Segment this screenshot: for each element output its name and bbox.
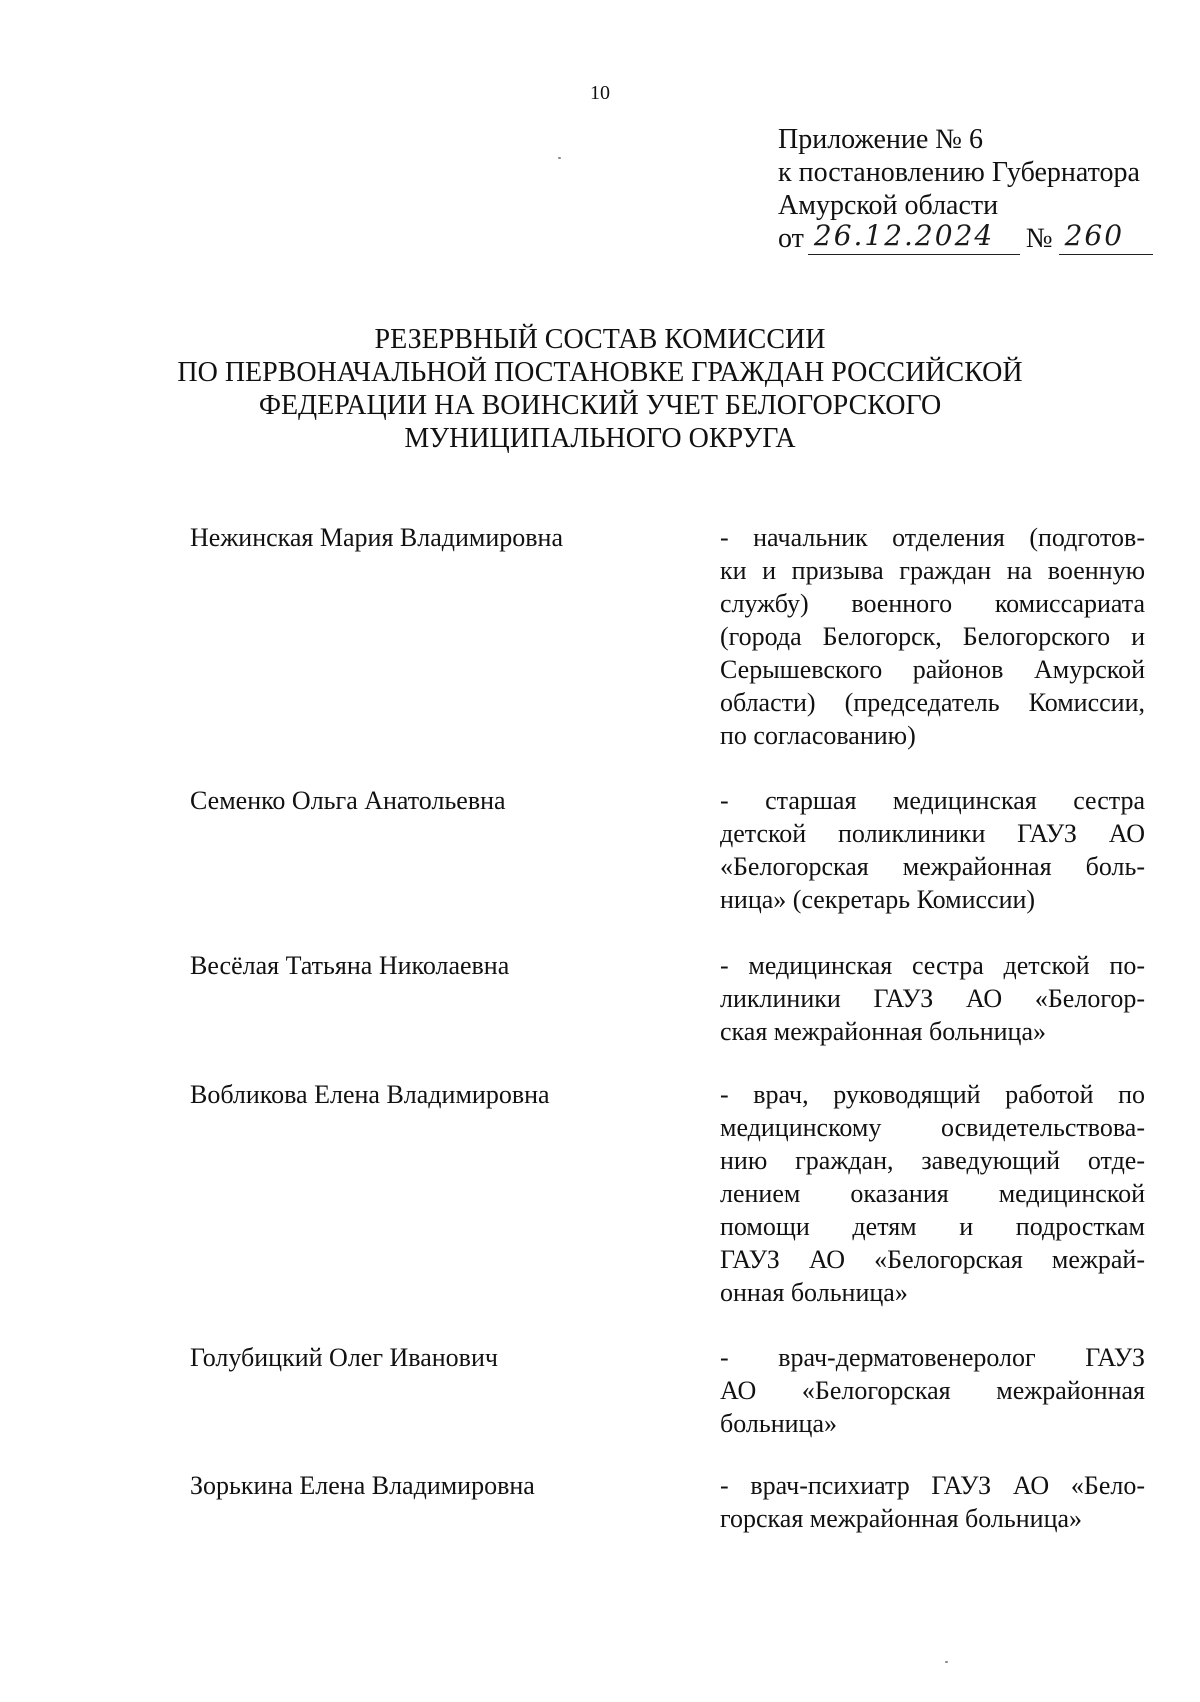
role-line: ликлиники ГАУЗ АО «Белогор-: [720, 984, 1145, 1013]
role-line: ница» (секретарь Комиссии): [720, 885, 1036, 914]
number-sign: №: [1025, 223, 1053, 254]
member-name: Весёлая Татьяна Николаевна: [190, 951, 510, 980]
role-line: области) (председатель Комиссии,: [720, 688, 1145, 717]
appendix-block: [778, 123, 1178, 255]
role-line: - врач, руководящий работой по: [720, 1080, 1145, 1109]
role-line: (города Белогорск, Белогорского и: [720, 622, 1145, 651]
member-role: [720, 1469, 1145, 1535]
role-line: нию граждан, заведующий отде-: [720, 1146, 1145, 1175]
role-line: службу) военного комиссариата: [720, 589, 1145, 618]
member-name: Голубицкий Олег Иванович: [190, 1343, 498, 1372]
title-line-4: МУНИЦИПАЛЬНОГО ОКРУГА: [404, 423, 796, 454]
member-role: [720, 1341, 1145, 1440]
appendix-date-line: [778, 219, 1178, 255]
date-prefix: от: [778, 223, 804, 254]
member-name: Семенко Ольга Анатольевна: [190, 786, 506, 815]
handwritten-date: 26.12.2024: [813, 219, 995, 252]
role-line: Серышевского районов Амурской: [720, 655, 1145, 684]
role-line: больница»: [720, 1409, 837, 1438]
member-name: Вобликова Елена Владимировна: [190, 1080, 550, 1109]
role-line: медицинскому освидетельствова-: [720, 1113, 1145, 1142]
number-field: [1059, 219, 1153, 255]
role-line: - начальник отделения (подготов-: [720, 523, 1145, 552]
member-role: [720, 784, 1145, 916]
handwritten-number: 260: [1064, 219, 1125, 252]
role-line: помощи детям и подросткам: [720, 1212, 1145, 1241]
title-line-3: ФЕДЕРАЦИИ НА ВОИНСКИЙ УЧЕТ БЕЛОГОРСКОГО: [258, 390, 942, 421]
role-line: «Белогорская межрайонная боль-: [720, 852, 1145, 881]
role-line: - медицинская сестра детской по-: [720, 951, 1145, 980]
scan-speck: [945, 1661, 948, 1663]
appendix-line-1: Приложение № 6: [778, 124, 983, 155]
role-line: онная больница»: [720, 1278, 908, 1307]
member-name: Зорькина Елена Владимировна: [190, 1471, 535, 1500]
scan-speck: [558, 157, 561, 159]
title-line-2: ПО ПЕРВОНАЧАЛЬНОЙ ПОСТАНОВКЕ ГРАЖДАН РОССИЙСКОЙ: [177, 357, 1023, 388]
role-line: - врач-психиатр ГАУЗ АО «Бело-: [720, 1471, 1145, 1500]
member-name: Нежинская Мария Владимировна: [190, 523, 564, 552]
page-number: 10: [590, 82, 610, 104]
member-role: [720, 1078, 1145, 1309]
title-line-1: РЕЗЕРВНЫЙ СОСТАВ КОМИССИИ: [374, 324, 826, 355]
role-line: - врач-дерматовенеролог ГАУЗ: [720, 1343, 1145, 1372]
date-field: [808, 219, 1020, 255]
role-line: детской поликлиники ГАУЗ АО: [720, 819, 1145, 848]
role-line: ская межрайонная больница»: [720, 1017, 1047, 1046]
role-line: горская межрайонная больница»: [720, 1504, 1083, 1533]
role-line: - старшая медицинская сестра: [720, 786, 1145, 815]
appendix-line-3: Амурской области: [778, 190, 999, 221]
member-role: [720, 521, 1145, 752]
role-line: по согласованию): [720, 721, 916, 750]
appendix-line-2: к постановлению Губернатора: [778, 157, 1140, 188]
role-line: ГАУЗ АО «Белогорская межрай-: [720, 1245, 1145, 1274]
member-role: [720, 949, 1145, 1048]
document-title: [0, 323, 1200, 455]
role-line: лением оказания медицинской: [720, 1179, 1145, 1208]
role-line: ки и призыва граждан на военную: [720, 556, 1145, 585]
role-line: АО «Белогорская межрайонная: [720, 1376, 1145, 1405]
